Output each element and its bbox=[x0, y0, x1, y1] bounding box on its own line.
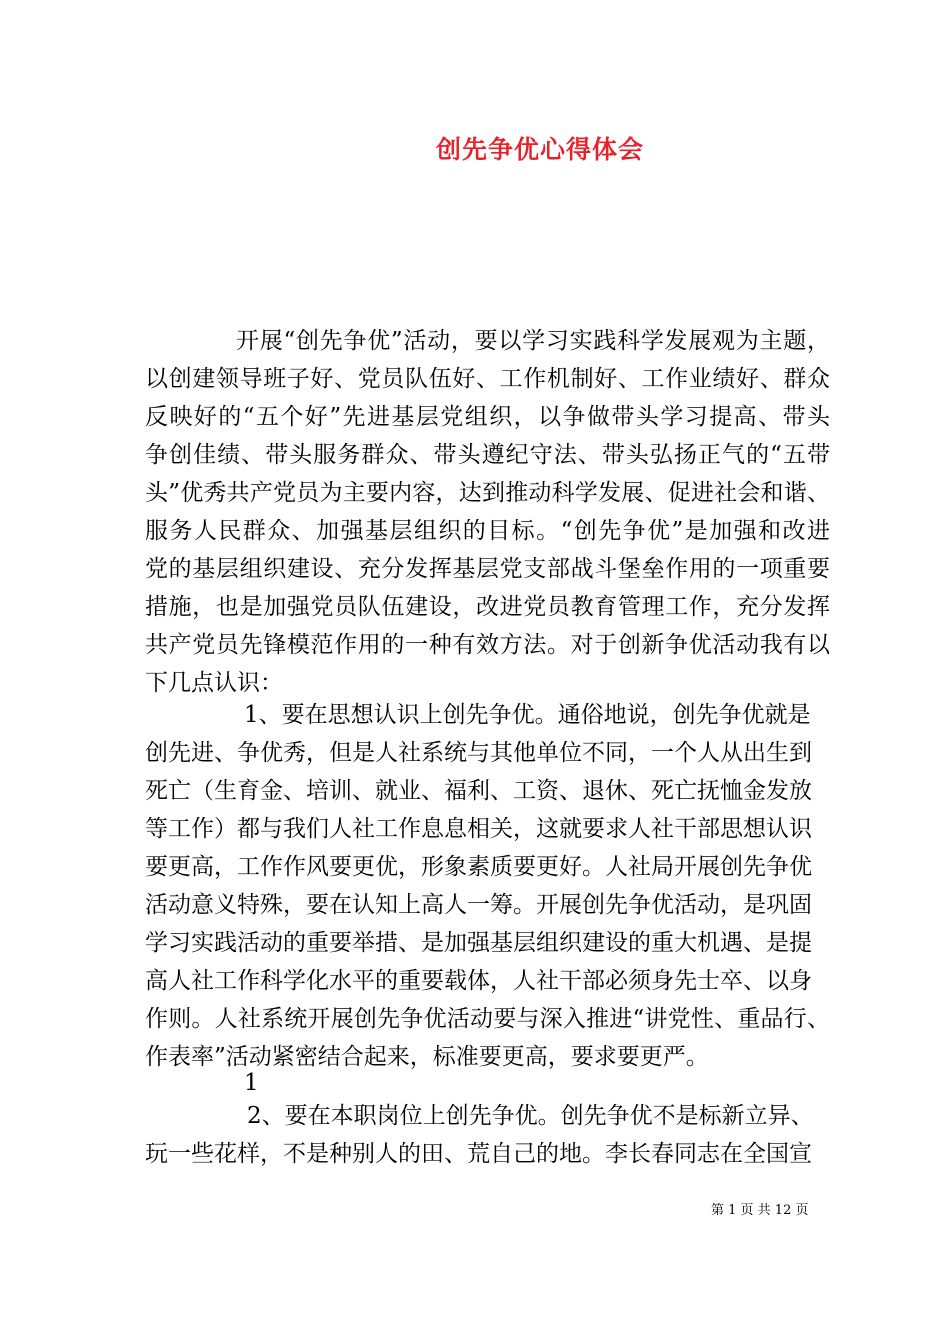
paragraph-2-line: 作则。人社系统开展创先争优活动要与深入推进“讲党性、重品行、 bbox=[145, 1006, 830, 1032]
paragraph-2-line: 作表率”活动紧密结合起来，标准要更高，要求要更严。 bbox=[145, 1044, 709, 1070]
paragraph-2-line: 等工作）都与我们人社工作息息相关，这就要求人社干部思想认识 bbox=[145, 816, 812, 842]
paragraph-2-line: 创先进、争优秀，但是人社系统与其他单位不同，一个人从出生到 bbox=[145, 740, 812, 766]
paragraph-3-line: 2、要在本职岗位上创先争优。创先争优不是标新立异、 bbox=[247, 1103, 814, 1129]
paragraph-1-line: 以创建领导班子好、党员队伍好、工作机制好、工作业绩好、群众 bbox=[145, 366, 830, 392]
paragraph-1-line: 服务人民群众、加强基层组织的目标。“创先争优”是加强和改进 bbox=[145, 518, 830, 544]
paragraph-2-line: 要更高，工作作风要更优，形象素质要更好。人社局开展创先争优 bbox=[145, 854, 812, 880]
paragraph-1-line: 党的基层组织建设、充分发挥基层党支部战斗堡垒作用的一项重要 bbox=[145, 556, 830, 582]
paragraph-2-line: 学习实践活动的重要举措、是加强基层组织建设的重大机遇、是提 bbox=[145, 930, 812, 956]
paragraph-1-line: 反映好的“五个好”先进基层党组织，以争做带头学习提高、带头 bbox=[145, 404, 830, 430]
paragraph-2-line: 死亡（生育金、培训、就业、福利、工资、退休、死亡抚恤金发放 bbox=[145, 778, 812, 804]
paragraph-1-line: 下几点认识： bbox=[145, 670, 283, 696]
paragraph-1-line: 共产党员先锋模范作用的一种有效方法。对于创新争优活动我有以 bbox=[145, 632, 830, 658]
paragraph-1-line: 争创佳绩、带头服务群众、带头遵纪守法、带头弘扬正气的“五带 bbox=[145, 442, 830, 468]
paragraph-1-line: 开展“创先争优”活动，要以学习实践科学发展观为主题， bbox=[236, 328, 830, 354]
paragraph-2-line: 活动意义特殊，要在认知上高人一筹。开展创先争优活动，是巩固 bbox=[145, 892, 812, 918]
paragraph-2-line: 1、要在思想认识上创先争优。通俗地说，创先争优就是 bbox=[244, 702, 811, 728]
paragraph-1-line: 措施，也是加强党员队伍建设，改进党员教育管理工作，充分发挥 bbox=[145, 594, 830, 620]
paragraph-2-line: 高人社工作科学化水平的重要载体，人社干部必须身先士卒、以身 bbox=[145, 968, 812, 994]
paragraph-1-line: 头”优秀共产党员为主要内容，达到推动科学发展、促进社会和谐、 bbox=[145, 480, 830, 506]
page-footer: 第 1 页 共 12 页 bbox=[711, 1203, 809, 1218]
paragraph-3-line: 玩一些花样，不是种别人的田、荒自己的地。李长春同志在全国宣 bbox=[145, 1141, 812, 1167]
page-title: 创先争优心得体会 bbox=[435, 135, 644, 164]
page-number-marker: 1 bbox=[244, 1070, 259, 1096]
